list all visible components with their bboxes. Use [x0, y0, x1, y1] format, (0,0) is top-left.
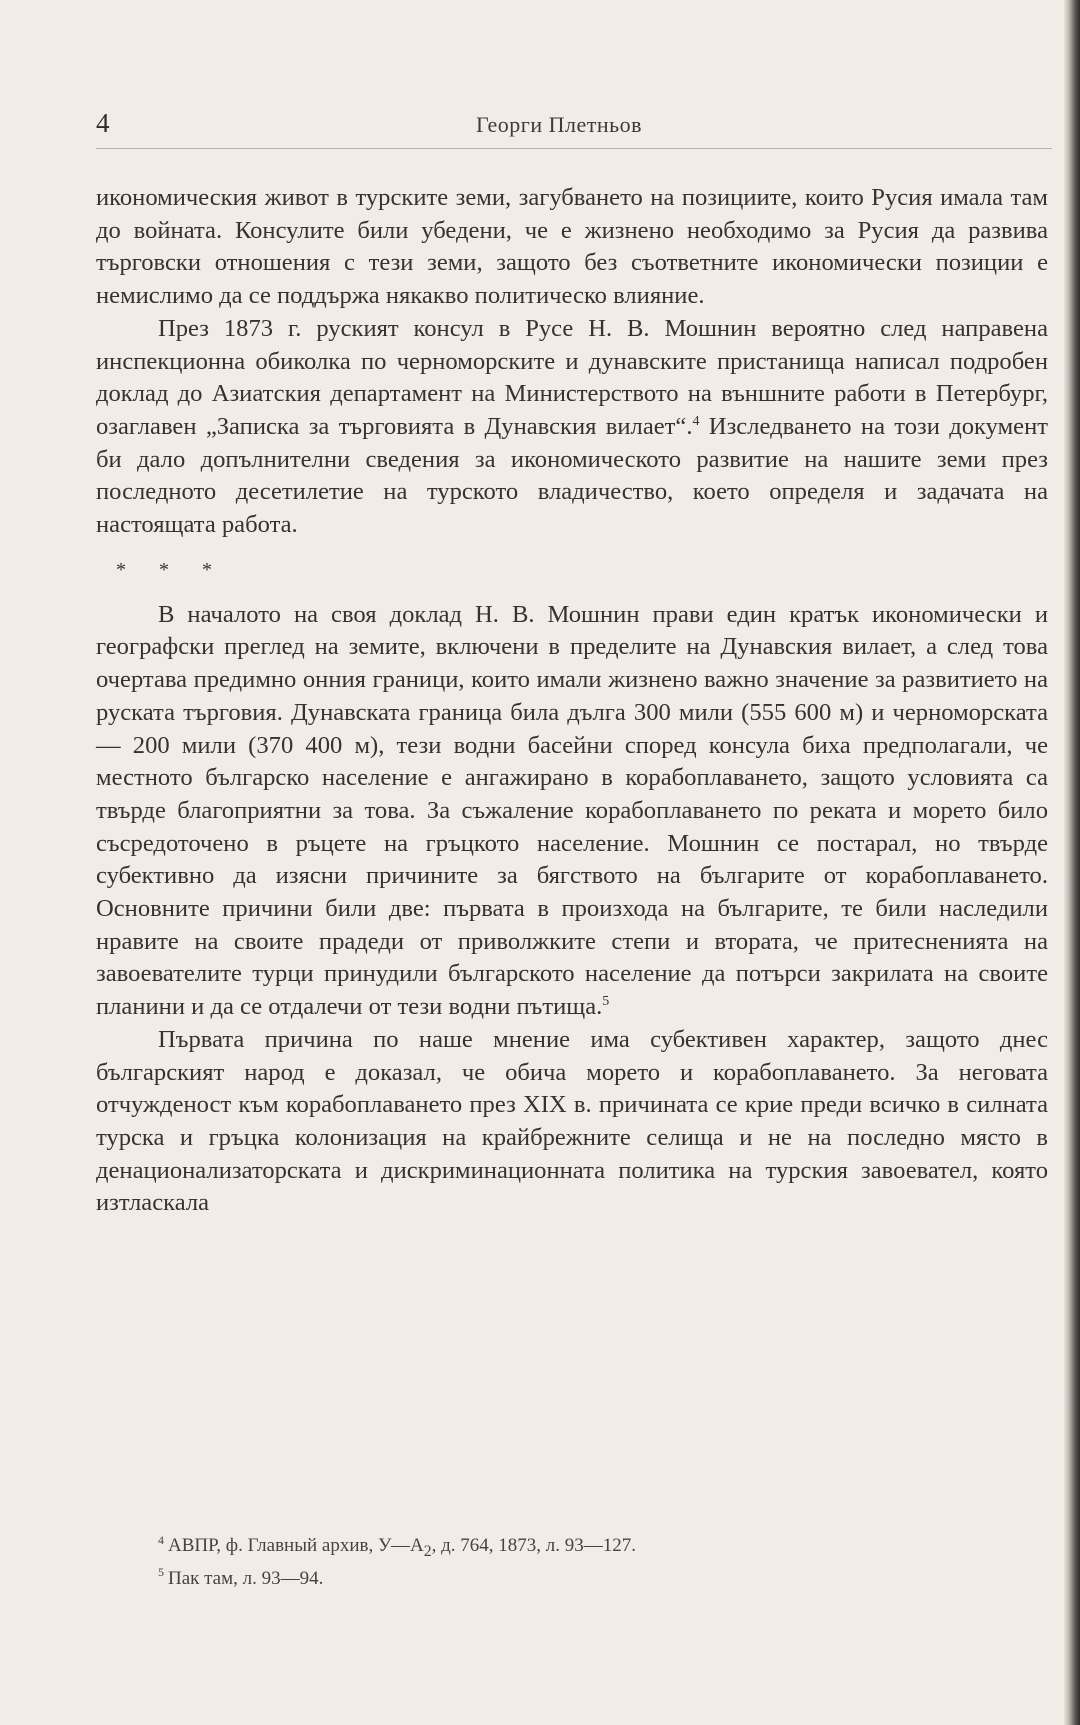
footnote-ref-5[interactable]: 5 — [602, 993, 610, 1009]
paragraph-text: В началото на своя доклад Н. В. Мошнин прави един кратък икономически и географски преглед на земите, включени в пределите на Дунавския вилает, а след това очертава предимно онния граници, които имали жизнено важно значение за развитието на руската търговия. Дунавската граница била дълга 300 мили (555 600 м) и черноморската — 200 мили (370 400 м), тези водни басейни според консула биха предполагали, че местното българско население е ангажирано в корабоплаването, защото условията са твърде благоприятни за това. За съжаление корабоплаването по реката и морето било съсредоточено в ръцете на гръцкото население. Мошнин се постарал, но твърде субективно да изясни причините за бягството на българите от корабоплаването. Основните причини били две: първата в произхода на българите, те били наследили нравите на своите прадеди от приволжките степи и втората, че притеснениятa на завоевателите турци принудили българското население да потърси закрилата на своите планини и да се отдалечи от тези водни пътища. — [96, 600, 1048, 1021]
paragraph-2 — [96, 313, 1048, 542]
footnote-mark: 5 — [158, 1565, 164, 1580]
footnote-text: Пак там, л. 93—94. — [168, 1567, 324, 1589]
footnote-4 — [158, 1532, 978, 1565]
section-break: * * * — [116, 558, 226, 581]
paragraph-text: Първата причина по наше мнение има субективен характер, защото днес българският народ е доказал, че обича морето и корабоплаването. За неговата отчужденост към корабоплаването през XIX в. причината се крие преди всичко в силната турска и гръцка колонизация на крайбрежните селища и не на последно място в денационализаторската и дискриминационната политика на турския завоевател, която изтласкала — [96, 1025, 1048, 1217]
running-head: Георги Плетньов — [476, 112, 643, 137]
paragraph-text: икономическия живот в турските земи, загубването на позициите, които Русия имала там до войната. Консулите били убедени, че е жизнено необходимо за Русия да развива търговски отношения с тези земи, защото без съответните икономически позиции е немислимо да се поддържа някакво политическо влияние. — [96, 184, 1048, 310]
page-number: 4 — [96, 108, 110, 138]
paragraph-1 — [96, 182, 1048, 313]
footnote-text: АВПР, ф. Главный архив, У—А — [168, 1535, 424, 1556]
paragraph-3 — [96, 599, 1048, 1024]
footnote-subscript: 2 — [423, 1542, 432, 1560]
footnote-ref-4[interactable]: 4 — [692, 413, 700, 429]
footnotes — [158, 1532, 978, 1592]
page-edge-shadow — [1064, 0, 1080, 1725]
paragraph-text: През 1873 г. руският консул в Русе Н. В. Мошнин вероятно след направена инспекционна обиколка по черноморските и дунавските пристанища написал подробен доклад до Азиатския департамент на Министерството на външните работи в Петербург, озаглавен „Записка за търговията в Дунавския вилает“. — [96, 314, 1048, 440]
footnote-mark: 4 — [158, 1532, 164, 1547]
body-text — [96, 182, 1048, 1220]
paragraph-text-cont: Изследването на този документ би дало допълнителни сведения за икономическото развитие на нашите земи през последното десетилетие на турското владичество, което определя и задачата на настоящата работа. — [96, 412, 1048, 539]
footnote-5 — [158, 1565, 978, 1592]
paragraph-4 — [96, 1024, 1048, 1220]
footnote-text-cont: , д. 764, 1873, л. 93—127. — [431, 1535, 637, 1556]
page-header — [96, 108, 1052, 149]
